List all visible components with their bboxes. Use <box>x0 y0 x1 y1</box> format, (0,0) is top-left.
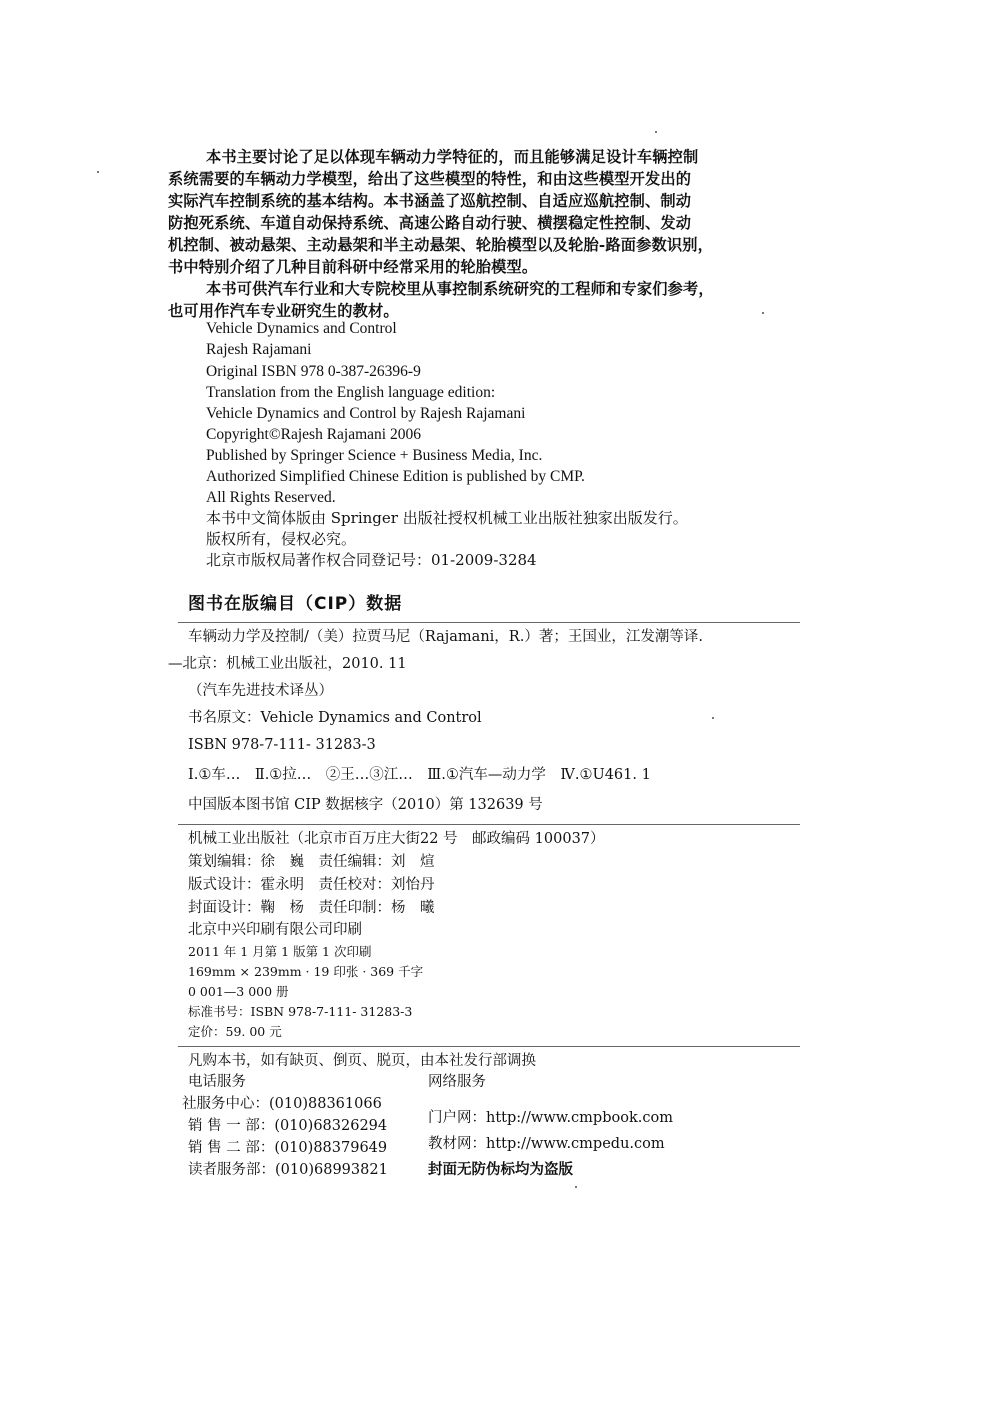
phone-heading: 电话服务 <box>188 1074 246 1090</box>
cip-divider-top <box>178 622 800 623</box>
english-isbn: Original ISBN 978 0-387-26396-9 <box>206 363 421 380</box>
web-edu: 教材网：http://www.cmpedu.com <box>428 1136 665 1152</box>
rights-cn-3: 北京市版权局著作权合同登记号：01-2009-3284 <box>206 551 537 569</box>
intro-line-4: 防抱死系统、车道自动保持系统、高速公路自动行驶、横摆稳定性控制、发动 <box>168 214 692 232</box>
cip-library: 中国版本图书馆 CIP 数据核字（2010）第 132639 号 <box>188 797 543 813</box>
phone-sales-2: 销 售 二 部：(010)88379649 <box>188 1140 388 1156</box>
cip-line-2: —北京：机械工业出版社，2010. 11 <box>168 656 407 672</box>
cip-line-4: 书名原文：Vehicle Dynamics and Control <box>188 710 482 726</box>
intro-line-7: 本书可供汽车行业和大专院校里从事控制系统研究的工程师和专家们参考， <box>206 280 714 298</box>
intro-line-3: 实际汽车控制系统的基本结构。本书涵盖了巡航控制、自适应巡航控制、制动 <box>168 192 692 210</box>
intro-line-2: 系统需要的车辆动力学模型，给出了这些模型的特性，和由这些模型开发出的 <box>168 170 692 188</box>
english-authorized: Authorized Simplified Chinese Edition is published by CMP. <box>206 468 585 485</box>
cip-divider-bottom <box>178 824 800 825</box>
scan-speck <box>762 312 764 314</box>
service-notice: 凡购本书，如有缺页、倒页、脱页，由本社发行部调换 <box>188 1053 536 1069</box>
english-translation-note: Translation from the English language edition: <box>206 384 496 401</box>
anti-fake-notice: 封面无防伪标均为盗版 <box>428 1161 573 1178</box>
rights-cn-1: 本书中文简体版由 Springer 出版社授权机械工业出版社独家出版发行。 <box>206 509 688 527</box>
web-portal: 门户网：http://www.cmpbook.com <box>428 1110 673 1126</box>
cip-title: 图书在版编目（CIP）数据 <box>188 594 403 614</box>
phone-service-center: 社服务中心：(010)88361066 <box>182 1096 382 1112</box>
english-title-author: Vehicle Dynamics and Control by Rajesh Rajamani <box>206 405 526 422</box>
english-rights: All Rights Reserved. <box>206 489 336 506</box>
english-copyright: Copyright©Rajesh Rajamani 2006 <box>206 426 421 443</box>
publisher-address: 机械工业出版社（北京市百万庄大街22 号 邮政编码 100037） <box>188 831 605 847</box>
cip-isbn: ISBN 978-7-111- 31283-3 <box>188 737 376 753</box>
cip-line-3: （汽车先进技术译丛） <box>188 683 333 699</box>
intro-line-8: 也可用作汽车专业研究生的教材。 <box>168 302 399 320</box>
scan-speck <box>575 1186 577 1188</box>
publisher-std-number: 标准书号：ISBN 978-7-111- 31283-3 <box>188 1004 413 1019</box>
publisher-editors-1: 策划编辑：徐 巍 责任编辑：刘 煊 <box>188 854 435 870</box>
scan-speck <box>655 131 657 133</box>
intro-line-1: 本书主要讨论了足以体现车辆动力学特征的，而且能够满足设计车辆控制 <box>206 148 699 166</box>
phone-reader-service: 读者服务部：(010)68993821 <box>188 1162 388 1178</box>
cip-line-1: 车辆动力学及控制/（美）拉贾马尼（Rajamani，R.）著；王国业，江发潮等译. <box>188 629 703 645</box>
intro-line-5: 机控制、被动悬架、主动悬架和半主动悬架、轮胎模型以及轮胎-路面参数识别， <box>168 236 714 254</box>
publisher-editors-2: 版式设计：霍永明 责任校对：刘怡丹 <box>188 877 435 893</box>
service-divider <box>178 1046 800 1047</box>
publisher-edition: 2011 年 1 月第 1 版第 1 次印刷 <box>188 944 372 959</box>
cip-classification: Ⅰ.①车… Ⅱ.①拉… ②王…③江… Ⅲ.①汽车—动力学 Ⅳ.①U461. 1 <box>188 767 651 783</box>
scan-speck <box>97 171 99 173</box>
phone-sales-1: 销 售 一 部：(010)68326294 <box>188 1118 388 1134</box>
web-heading: 网络服务 <box>428 1074 486 1090</box>
scan-speck <box>712 717 714 719</box>
publisher-format: 169mm × 239mm · 19 印张 · 369 千字 <box>188 964 424 979</box>
publisher-copies: 0 001—3 000 册 <box>188 984 289 999</box>
publisher-printer: 北京中兴印刷有限公司印刷 <box>188 922 362 938</box>
publisher-editors-3: 封面设计：鞠 杨 责任印制：杨 曦 <box>188 900 435 916</box>
intro-line-6: 书中特别介绍了几种目前科研中经常采用的轮胎模型。 <box>168 258 538 276</box>
english-author: Rajesh Rajamani <box>206 341 312 358</box>
english-title: Vehicle Dynamics and Control <box>206 320 397 337</box>
rights-cn-2: 版权所有，侵权必究。 <box>206 530 357 548</box>
english-publisher: Published by Springer Science + Business Media, Inc. <box>206 447 543 464</box>
publisher-price: 定价：59. 00 元 <box>188 1024 282 1039</box>
